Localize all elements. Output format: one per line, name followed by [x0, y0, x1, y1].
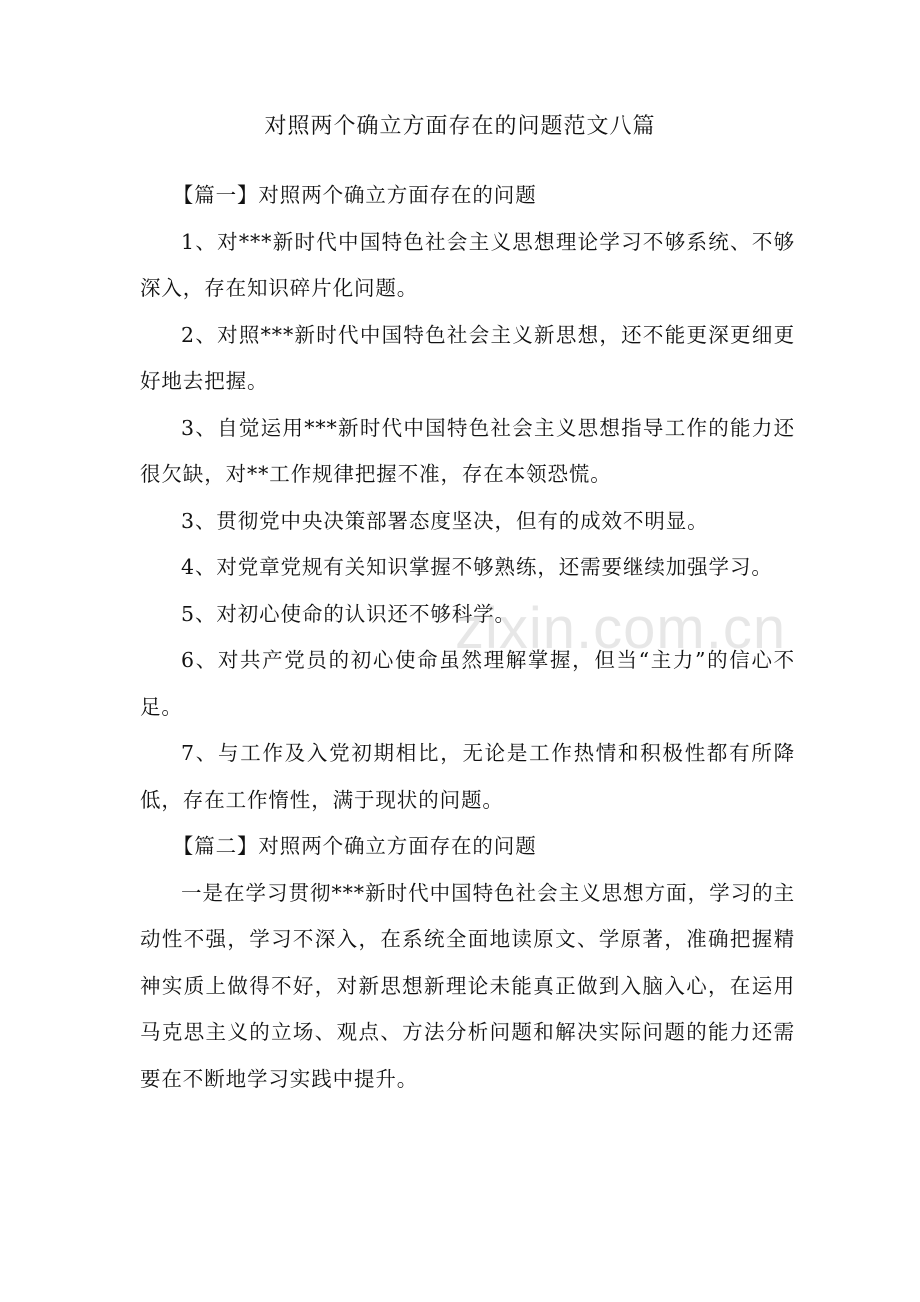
paragraph: 7、与工作及入党初期相比，无论是工作热情和积极性都有所降低，存在工作惰性，满于现状的问题。: [140, 741, 795, 812]
paragraph: 3、自觉运用***新时代中国特色社会主义思想指导工作的能力还很欠缺，对**工作规律把握不准，存在本领恐慌。: [140, 415, 795, 486]
paragraph: 2、对照***新时代中国特色社会主义新思想，还不能更深更细更好地去把握。: [140, 322, 795, 393]
paragraph: 一是在学习贯彻***新时代中国特色社会主义思想方面，学习的主动性不强，学习不深入，在系统全面地读原文、学原著，准确把握精神实质上做得不好，对新思想新理论未能真正做到入脑入心，在运用马克思主义的立场、观点、方法分析问题和解决实际问题的能力还需要在不断地学习实践中提升。: [140, 880, 795, 1091]
paragraph: 4、对党章党规有关知识掌握不够熟练，还需要继续加强学习。: [181, 555, 773, 579]
section-heading-2: 【篇二】对照两个确立方面存在的问题: [172, 834, 537, 858]
document-body: [140, 172, 795, 1102]
paragraph: 6、对共产党员的初心使命虽然理解掌握，但当“主力”的信心不足。: [140, 648, 795, 719]
watermark: zixin.com.cn: [455, 596, 787, 661]
paragraph: 1、对***新时代中国特色社会主义思想理论学习不够系统、不够深入，存在知识碎片化问题。: [140, 229, 795, 300]
section-heading-1: 【篇一】对照两个确立方面存在的问题: [172, 183, 537, 207]
document-title: 对照两个确立方面存在的问题范文八篇: [264, 114, 656, 139]
paragraph: 3、贯彻党中央决策部署态度坚决，但有的成效不明显。: [181, 508, 709, 533]
paragraph: 5、对初心使命的认识还不够科学。: [181, 601, 516, 626]
